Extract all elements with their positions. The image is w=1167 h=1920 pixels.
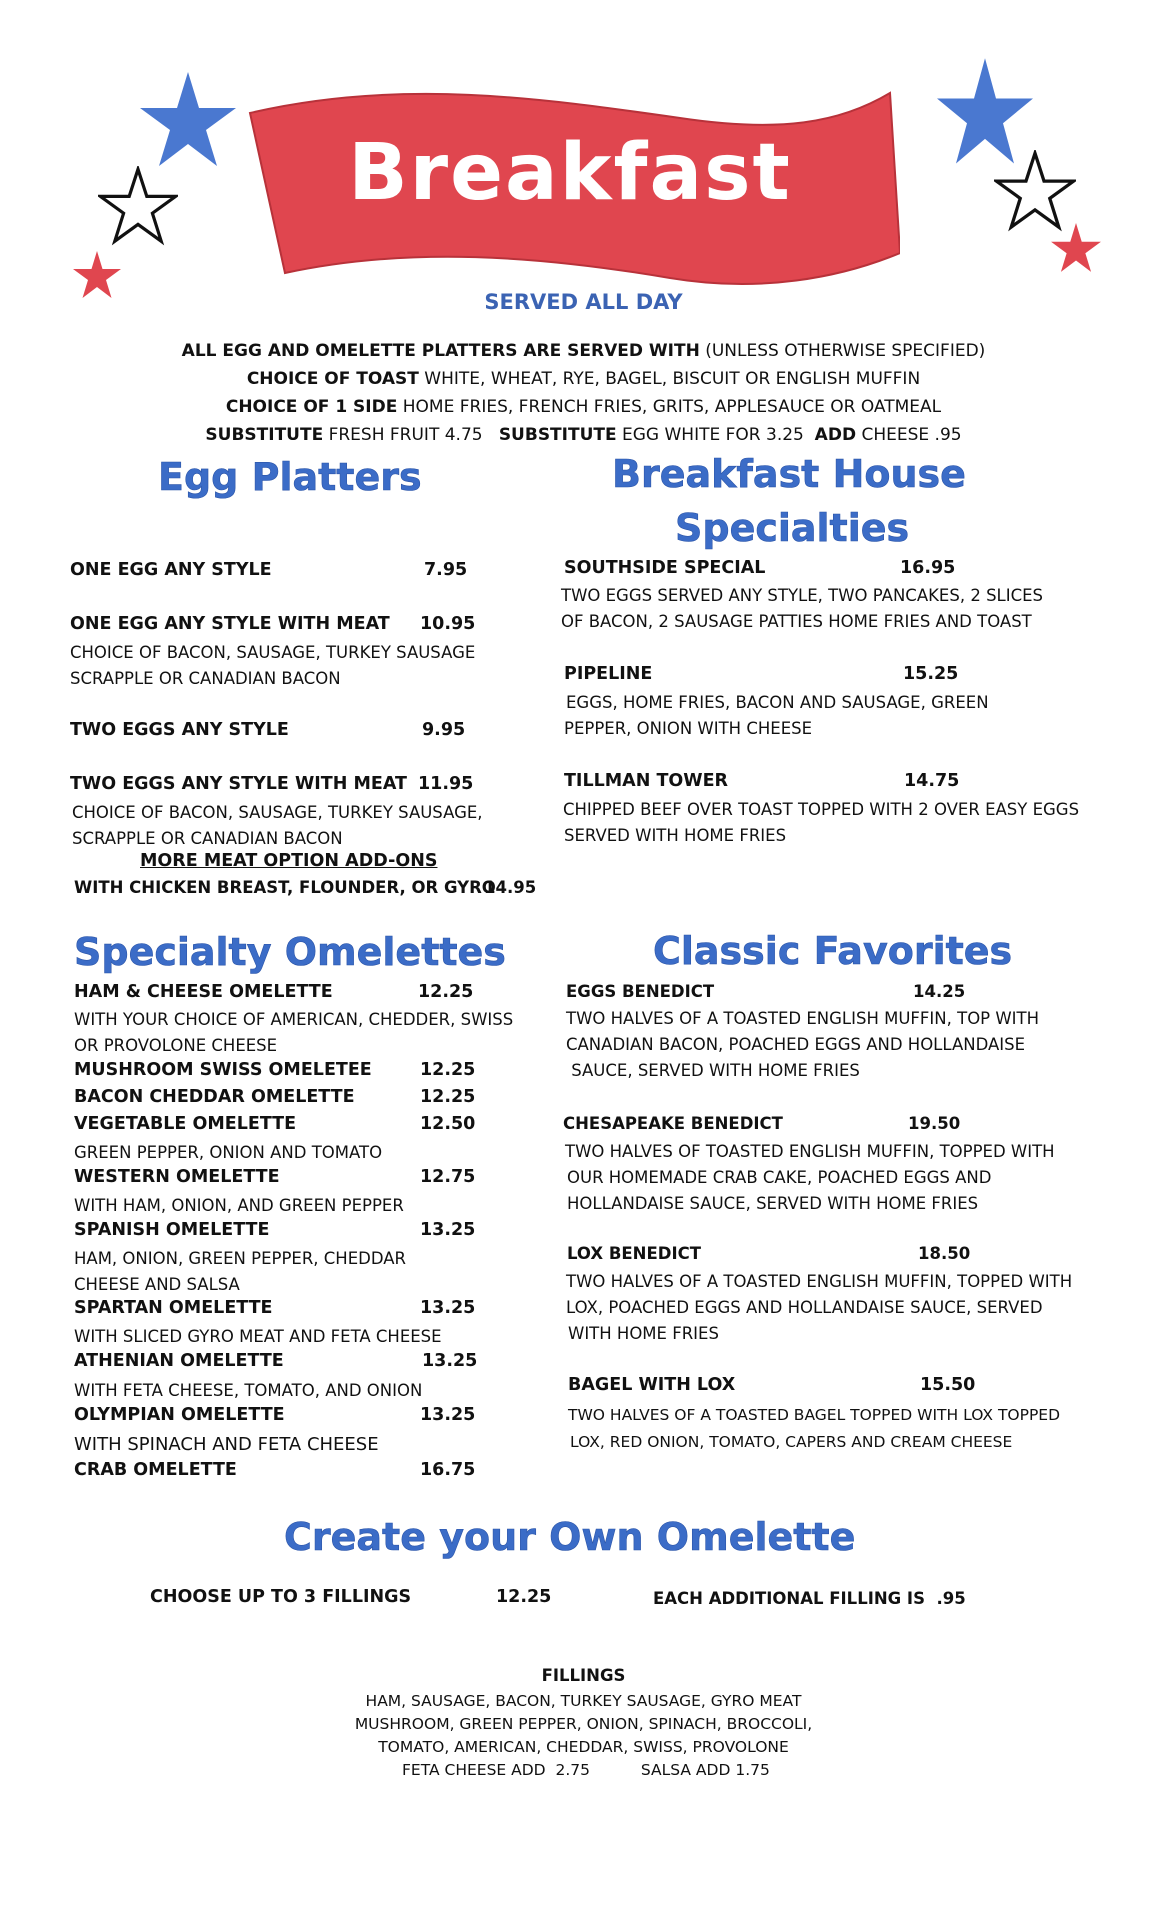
- menu-item-price: 19.50: [908, 1114, 961, 1133]
- menu-item-desc: CHOICE OF BACON, SAUSAGE, TURKEY SAUSAGE,: [72, 803, 483, 822]
- choose-fillings: CHOOSE UP TO 3 FILLINGS: [150, 1587, 412, 1607]
- menu-item-desc: TWO HALVES OF TOASTED ENGLISH MUFFIN, TOPPED WITH: [565, 1142, 1055, 1161]
- menu-item-price: 18.50: [918, 1244, 971, 1263]
- menu-item-price: 16.95: [900, 558, 956, 578]
- menu-item-desc: TWO HALVES OF A TOASTED ENGLISH MUFFIN, TOPPED WITH: [566, 1272, 1073, 1291]
- menu-item-desc: WITH YOUR CHOICE OF AMERICAN, CHEDDER, SWISS: [74, 1010, 514, 1029]
- menu-item-name: BACON CHEDDAR OMELETTE: [74, 1087, 355, 1107]
- outline-star-icon: [994, 150, 1076, 232]
- addons-price: 14.95: [484, 878, 537, 897]
- menu-item-desc: TWO HALVES OF A TOASTED ENGLISH MUFFIN, TOP WITH: [566, 1009, 1040, 1028]
- menu-item-desc: TWO EGGS SERVED ANY STYLE, TWO PANCAKES, 2 SLICES: [561, 586, 1044, 605]
- menu-item-desc: WITH FETA CHEESE, TOMATO, AND ONION: [74, 1381, 423, 1400]
- menu-item-name: ATHENIAN OMELETTE: [74, 1351, 284, 1371]
- menu-item-price: 10.95: [420, 614, 476, 634]
- classic-favorites-heading: Classic Favorites: [653, 929, 1013, 973]
- menu-item-name: ONE EGG ANY STYLE WITH MEAT: [70, 614, 390, 634]
- menu-item-desc: SERVED WITH HOME FRIES: [564, 826, 787, 845]
- menu-item-name: PIPELINE: [564, 664, 653, 684]
- house-specialties-heading: Breakfast House: [612, 452, 966, 496]
- feta-addon: FETA CHEESE ADD 2.75: [402, 1761, 590, 1779]
- menu-item-desc: PEPPER, ONION WITH CHEESE: [564, 719, 813, 738]
- menu-item-price: 12.25: [420, 1087, 476, 1107]
- menu-item-name: SPARTAN OMELETTE: [74, 1298, 273, 1318]
- create-omelette-heading: Create your Own Omelette: [284, 1515, 856, 1559]
- house-specialties-heading-2: Specialties: [675, 506, 910, 550]
- menu-item-name: TWO EGGS ANY STYLE WITH MEAT: [70, 774, 407, 794]
- specialty-omelettes-heading: Specialty Omelettes: [74, 930, 506, 974]
- menu-item-desc: WITH HOME FRIES: [568, 1324, 719, 1343]
- menu-item-desc: CHEESE AND SALSA: [74, 1275, 240, 1294]
- menu-item-name: SOUTHSIDE SPECIAL: [564, 558, 766, 578]
- menu-item-name: OLYMPIAN OMELETTE: [74, 1405, 285, 1425]
- fillings-extras: [402, 1759, 770, 1782]
- menu-item-price: 7.95: [424, 560, 468, 580]
- menu-item-desc: HAM, ONION, GREEN PEPPER, CHEDDAR: [74, 1249, 407, 1268]
- outline-star-icon: [98, 166, 178, 246]
- menu-item-price: 9.95: [422, 720, 466, 740]
- create-omelette-price: 12.25: [496, 1587, 552, 1607]
- menu-item-name: SPANISH OMELETTE: [74, 1220, 270, 1240]
- additional-filling: EACH ADDITIONAL FILLING IS .95: [653, 1589, 966, 1608]
- menu-item-price: 15.25: [903, 664, 959, 684]
- menu-item-price: 12.50: [420, 1114, 476, 1134]
- intro-notes: ALL EGG AND OMELETTE PLATTERS ARE SERVED WITH (UNLESS OTHERWISE SPECIFIED) CHOICE OF TOAST WHITE, WHEAT, RYE, BAGEL, BISCUIT OR ENGLISH MUFFIN CHOICE OF 1 SIDE HOME FRIES, FRENCH FRIES, GRITS, APPLESAUCE OR OATMEAL SUBSTITUTE FRESH FRUIT 4.75 SUBSTITUTE EGG WHITE FOR 3.25 ADD CHEESE .95: [181, 341, 986, 445]
- menu-item-desc: HOLLANDAISE SAUCE, SERVED WITH HOME FRIES: [567, 1194, 979, 1213]
- menu-item-desc: LOX, POACHED EGGS AND HOLLANDAISE SAUCE, SERVED: [566, 1298, 1043, 1317]
- menu-item-name: CHESAPEAKE BENEDICT: [563, 1114, 783, 1133]
- menu-item-price: 12.25: [418, 982, 474, 1002]
- red-star-icon: [1050, 222, 1102, 274]
- menu-item-name: CRAB OMELETTE: [74, 1460, 237, 1480]
- menu-item-name: EGGS BENEDICT: [566, 982, 715, 1001]
- menu-item-name: MUSHROOM SWISS OMELETEE: [74, 1060, 372, 1080]
- menu-item-name: TILLMAN TOWER: [564, 771, 728, 791]
- menu-item-name: VEGETABLE OMELETTE: [74, 1114, 297, 1134]
- addons-title: MORE MEAT OPTION ADD-ONS: [140, 851, 438, 871]
- menu-item-price: 12.75: [420, 1167, 476, 1187]
- menu-item-name: ONE EGG ANY STYLE: [70, 560, 272, 580]
- menu-item-price: 11.95: [418, 774, 474, 794]
- menu-item-desc: SAUCE, SERVED WITH HOME FRIES: [566, 1061, 860, 1080]
- menu-item-desc: TWO HALVES OF A TOASTED BAGEL TOPPED WITH LOX TOPPED: [568, 1406, 1061, 1424]
- menu-item-desc: LOX, RED ONION, TOMATO, CAPERS AND CREAM CHEESE: [570, 1433, 1013, 1451]
- menu-item-name: HAM & CHEESE OMELETTE: [74, 982, 333, 1002]
- egg-platters-heading: Egg Platters: [158, 455, 422, 499]
- fillings-line: TOMATO, AMERICAN, CHEDDAR, SWISS, PROVOLONE: [378, 1738, 789, 1756]
- menu-item-price: 13.25: [420, 1220, 476, 1240]
- menu-item-desc: SCRAPPLE OR CANADIAN BACON: [70, 669, 341, 688]
- fillings-title: FILLINGS: [541, 1666, 626, 1685]
- menu-item-desc: GREEN PEPPER, ONION AND TOMATO: [74, 1143, 383, 1162]
- menu-item-desc: OR PROVOLONE CHEESE: [74, 1036, 278, 1055]
- addons-text: WITH CHICKEN BREAST, FLOUNDER, OR GYRO: [74, 878, 496, 897]
- menu-item-price: 13.25: [420, 1405, 476, 1425]
- menu-item-price: 15.50: [920, 1375, 976, 1395]
- menu-item-price: 13.25: [420, 1298, 476, 1318]
- page-title: Breakfast: [348, 128, 792, 218]
- menu-item-desc: CHIPPED BEEF OVER TOAST TOPPED WITH 2 OVER EASY EGGS: [563, 800, 1080, 819]
- menu-item-desc: OUR HOMEMADE CRAB CAKE, POACHED EGGS AND: [567, 1168, 992, 1187]
- menu-item-name: WESTERN OMELETTE: [74, 1167, 280, 1187]
- menu-item-desc: OF BACON, 2 SAUSAGE PATTIES HOME FRIES AND TOAST: [561, 612, 1032, 631]
- blue-star-icon: [138, 70, 238, 170]
- menu-item-desc: CHOICE OF BACON, SAUSAGE, TURKEY SAUSAGE: [70, 643, 476, 662]
- fillings-line: HAM, SAUSAGE, BACON, TURKEY SAUSAGE, GYRO MEAT: [365, 1692, 802, 1710]
- menu-item-desc: WITH SPINACH AND FETA CHEESE: [74, 1434, 379, 1455]
- menu-item-name: BAGEL WITH LOX: [568, 1375, 736, 1395]
- menu-item-price: 12.25: [420, 1060, 476, 1080]
- menu-item-price: 13.25: [422, 1351, 478, 1371]
- menu-item-desc: WITH SLICED GYRO MEAT AND FETA CHEESE: [74, 1327, 442, 1346]
- menu-item-desc: WITH HAM, ONION, AND GREEN PEPPER: [74, 1196, 404, 1215]
- menu-item-price: 14.25: [913, 982, 966, 1001]
- fillings-line: MUSHROOM, GREEN PEPPER, ONION, SPINACH, BROCCOLI,: [354, 1715, 813, 1733]
- menu-item-price: 14.75: [904, 771, 960, 791]
- menu-item-desc: SCRAPPLE OR CANADIAN BACON: [72, 829, 343, 848]
- menu-item-name: LOX BENEDICT: [567, 1244, 701, 1263]
- menu-item-name: TWO EGGS ANY STYLE: [70, 720, 289, 740]
- menu-item-desc: EGGS, HOME FRIES, BACON AND SAUSAGE, GREEN: [566, 693, 989, 712]
- salsa-addon: SALSA ADD 1.75: [640, 1761, 770, 1779]
- served-all-day: SERVED ALL DAY: [484, 290, 683, 314]
- menu-item-desc: CANADIAN BACON, POACHED EGGS AND HOLLANDAISE: [566, 1035, 1026, 1054]
- menu-item-price: 16.75: [420, 1460, 476, 1480]
